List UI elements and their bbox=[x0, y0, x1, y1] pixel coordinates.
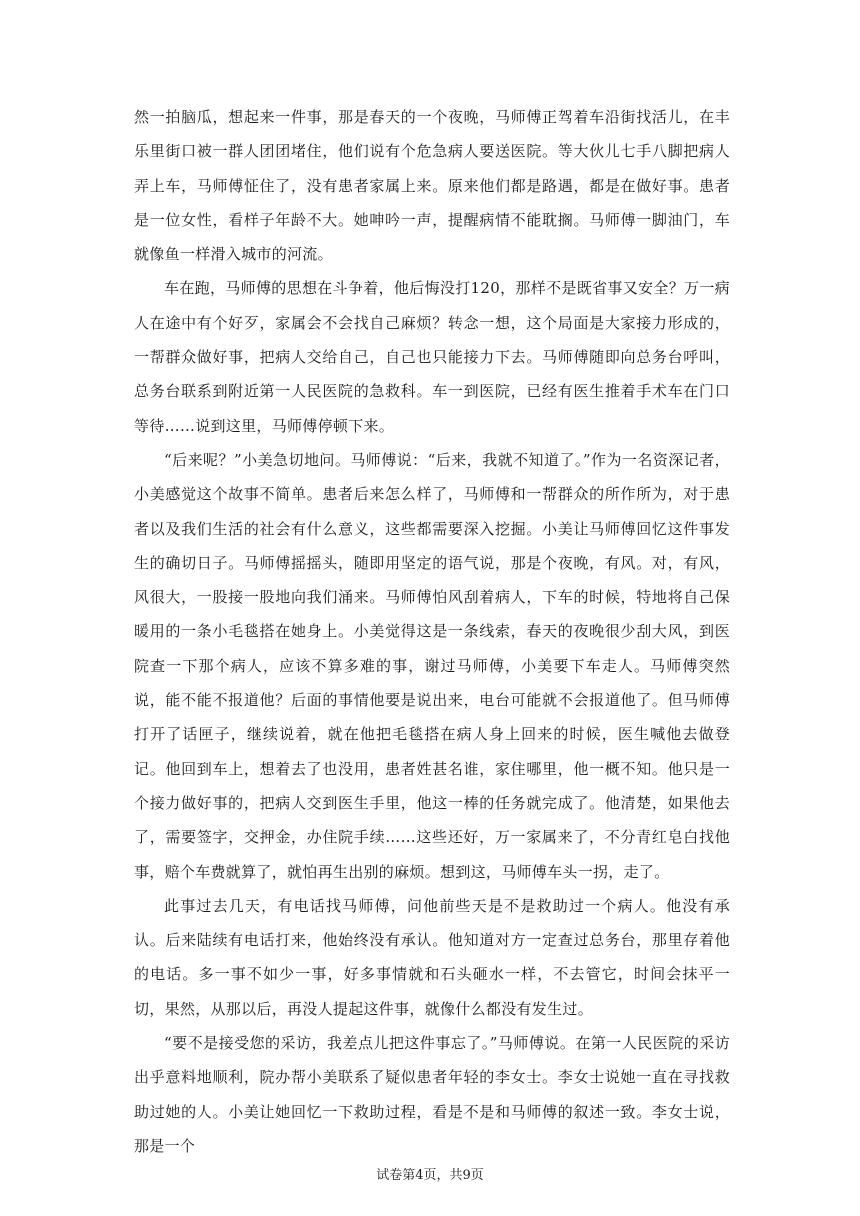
page-number-label: 试卷第4页，共9页 bbox=[376, 1168, 484, 1183]
paragraph-1: 然一拍脑瓜，想起来一件事，那是春天的一个夜晚，马师傅正驾着车沿街找活儿，在丰乐里街口被一群人团团堵住，他们说有个危急病人要送医院。等大伙儿七手八脚把病人弄上车，马师傅怔住了，没有患者家属上来。原来他们都是路遇，都是在做好事。患者是一位女性，看样子年龄不大。她呻吟一声，提醒病情不能耽搁。马师傅一脚油门，车就像鱼一样滑入城市的河流。 bbox=[134, 108, 730, 264]
paragraph-5: “要不是接受您的采访，我差点儿把这件事忘了。”马师傅说。在第一人民医院的采访出乎意料地顺利，院办帮小美联系了疑似患者年轻的李女士。李女士说她一直在寻找救助过她的人。小美让她回忆一下救助过程，看是不是和马师傅的叙述一致。李女士说，那是一个 bbox=[134, 1034, 730, 1155]
page-footer bbox=[0, 1166, 860, 1186]
paragraph-3: “后来呢？”小美急切地问。马师傅说：“后来，我就不知道了。”作为一名资深记者，小美感觉这个故事不简单。患者后来怎么样了，马师傅和一帮群众的所作所为，对于患者以及我们生活的社会有什么意义，这些都需要深入挖掘。小美让马师傅回忆这件事发生的确切日子。马师傅摇摇头，随即用坚定的语气说，那是个夜晚，有风。对，有风，风很大，一股接一股地向我们涌来。马师傅怕风刮着病人，下车的时候，特地将自己保暖用的一条小毛毯搭在她身上。小美觉得这是一条线索，春天的夜晚很少刮大风，到医院查一下那个病人，应该不算多难的事，谢过马师傅，小美要下车走人。马师傅突然说，能不能不报道他？后面的事情他要是说出来，电台可能就不会报道他了。但马师傅打开了话匣子，继续说着，就在他把毛毯搭在病人身上回来的时候，医生喊他去做登记。他回到车上，想着去了也没用，患者姓甚名谁，家住哪里，他一概不知。他只是一个接力做好事的，把病人交到医生手里，他这一棒的任务就完成了。他清楚，如果他去了，需要签字，交押金，办住院手续……这些还好，万一家属来了，不分青红皂白找他事，赔个车费就算了，就怕再生出别的麻烦。想到这，马师傅车头一拐，走了。 bbox=[134, 450, 730, 881]
paragraph-2: 车在跑，马师傅的思想在斗争着，他后悔没打120，那样不是既省事又安全？万一病人在途中有个好歹，家属会不会找自己麻烦？转念一想，这个局面是大家接力形成的，一帮群众做好事，把病人交给自己，自己也只能接力下去。马师傅随即向总务台呼叫，总务台联系到附近第一人民医院的急救科。车一到医院，已经有医生推着手术车在门口等待……说到这里，马师傅停顿下来。 bbox=[134, 279, 730, 435]
document-body bbox=[134, 100, 730, 1163]
paragraph-4: 此事过去几天，有电话找马师傅，问他前些天是不是救助过一个病人。他没有承认。后来陆续有电话打来，他始终没有承认。他知道对方一定查过总务台，那里存着他的电话。多一事不如少一事，好多事情就和石头砸水一样，不去管它，时间会抹平一切，果然，从那以后，再没人提起这件事，就像什么都没有发生过。 bbox=[134, 896, 730, 1018]
